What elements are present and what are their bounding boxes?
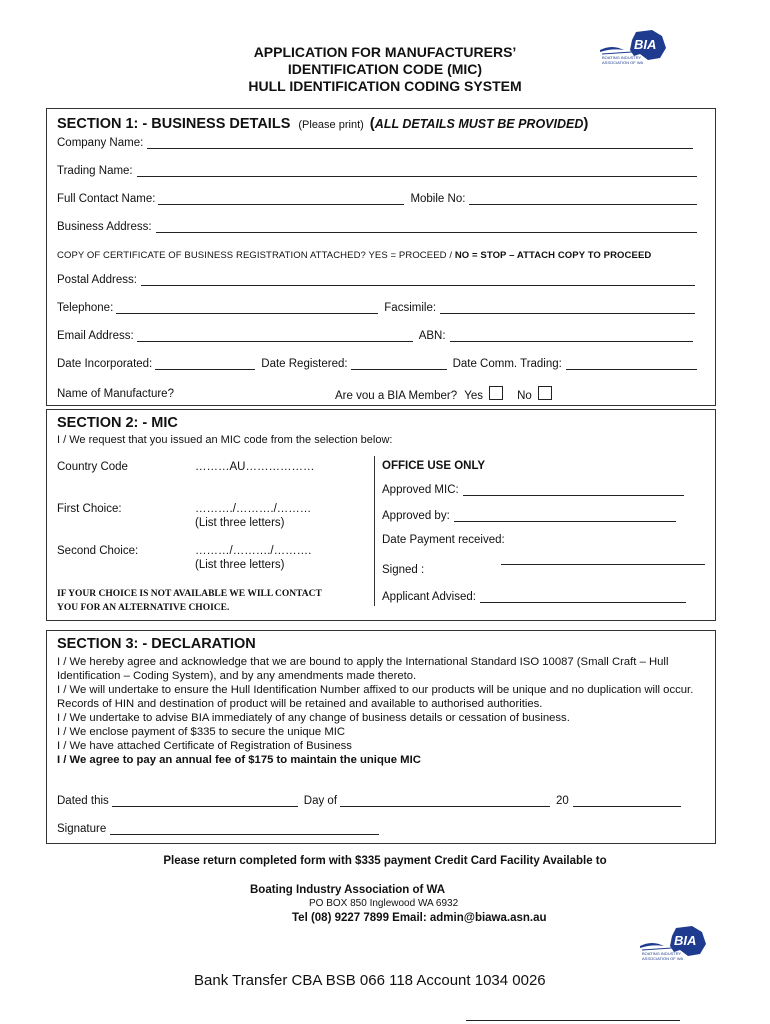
declaration-line: I / We hereby agree and acknowledge that we are bound to apply the International Standard ISO 10087 (Small Craft – Hull Identification – Coding System), and by any amendments made thereto. [57, 656, 669, 682]
trading-name-field[interactable] [57, 165, 701, 177]
date-registered-field[interactable] [351, 358, 447, 370]
date-comm-trading-field[interactable] [566, 358, 697, 370]
first-choice-label: First Choice: [57, 503, 122, 515]
office-use-title: OFFICE USE ONLY [382, 460, 486, 472]
dated-this-label: Dated this [57, 795, 109, 807]
facsimile-field[interactable] [440, 302, 695, 314]
contact-mobile-row [57, 193, 701, 205]
second-choice-field[interactable]: ………/………./………. [195, 545, 312, 557]
declaration-line: I / We have attached Certificate of Registration of Business [57, 740, 352, 752]
name-of-manufacture-label: Name of Manufacture? [57, 388, 174, 400]
dated-this-field[interactable] [112, 795, 298, 807]
year-prefix-label: 20 [556, 795, 569, 807]
form-title-line-2: IDENTIFICATION CODE (MIC) [287, 61, 483, 77]
first-choice-hint: (List three letters) [195, 517, 285, 529]
form-title-line-3: HULL IDENTIFICATION CODING SYSTEM [248, 78, 522, 94]
year-field[interactable] [573, 795, 681, 807]
email-address-field[interactable] [137, 330, 413, 342]
bia-member-question: Are vou a BIA Member? [335, 390, 458, 402]
svg-text:ASSOCIATION OF WA: ASSOCIATION OF WA [642, 956, 684, 961]
section-2-title: SECTION 2: - MIC [57, 415, 178, 431]
section-declaration [46, 630, 716, 844]
date-incorporated-field[interactable] [155, 358, 255, 370]
po-box: PO BOX 850 Inglewood WA 6932 [309, 898, 459, 909]
telephone-fax-row [57, 302, 699, 314]
mobile-no-label: Mobile No: [410, 193, 466, 205]
date-registered-label: Date Registered: [261, 358, 348, 370]
first-choice-field[interactable]: ………./………./……… [195, 503, 312, 515]
return-instructions: Please return completed form with $335 payment Credit Card Facility Available to [163, 855, 607, 867]
applicant-advised-label: Applicant Advised: [382, 591, 476, 603]
bia-member-yes-checkbox[interactable] [489, 386, 503, 400]
bia-map-logo-icon [592, 28, 676, 68]
svg-text:BOATING INDUSTRY: BOATING INDUSTRY [602, 55, 642, 60]
signed-label: Signed : [382, 564, 425, 576]
trading-name-label: Trading Name: [57, 165, 133, 177]
bottom-signature-line [466, 1020, 680, 1021]
date-comm-trading-label: Date Comm. Trading: [452, 358, 562, 370]
country-code-label: Country Code [57, 461, 128, 473]
day-of-label: Day of [303, 795, 338, 807]
certificate-note: COPY OF CERTIFICATE OF BUSINESS REGISTRATION ATTACHED? YES = PROCEED / NO = STOP – ATTACH COPY TO PROCEED [57, 250, 652, 261]
date-incorporated-label: Date Incorporated: [57, 358, 153, 370]
alternative-choice-note: IF YOUR CHOICE IS NOT AVAILABLE WE WILL CONTACT YOU FOR AN ALTERNATIVE CHOICE. [57, 589, 322, 613]
business-address-label: Business Address: [57, 221, 152, 233]
dates-row [57, 358, 701, 370]
approved-by-field[interactable] [382, 510, 680, 522]
full-contact-name-field[interactable] [158, 193, 404, 205]
day-of-field[interactable] [340, 795, 550, 807]
postal-address-field[interactable] [57, 274, 699, 286]
business-address-field[interactable] [57, 221, 701, 233]
section-3-title: SECTION 3: - DECLARATION [57, 636, 256, 652]
telephone-field[interactable] [116, 302, 378, 314]
approved-mic-field[interactable] [382, 484, 688, 496]
svg-text:BIA: BIA [674, 933, 697, 948]
form-title-line-1: APPLICATION FOR MANUFACTURERS’ [253, 44, 517, 60]
telephone-label: Telephone: [57, 302, 114, 314]
contact-details: Tel (08) 9227 7899 Email: admin@biawa.asn.au [292, 912, 547, 924]
company-name-label: Company Name: [57, 137, 144, 149]
declaration-fee-line: I / We agree to pay an annual fee of $175 to maintain the unique MIC [57, 754, 421, 766]
declaration-line: I / We undertake to advise BIA immediately of any change of business details or cessation of business. [57, 712, 570, 724]
bia-member-yes-label: Yes [464, 390, 484, 402]
mobile-no-field[interactable] [469, 193, 697, 205]
applicant-advised-field[interactable] [382, 591, 690, 603]
office-use-divider [374, 456, 375, 606]
svg-text:BIA: BIA [634, 37, 657, 52]
abn-field[interactable] [450, 330, 693, 342]
section-mic [46, 409, 716, 621]
postal-address-label: Postal Address: [57, 274, 137, 286]
second-choice-hint: (List three letters) [195, 559, 285, 571]
bia-member-no-checkbox[interactable] [538, 386, 552, 400]
declaration-text [57, 655, 697, 767]
signature-label: Signature [57, 823, 107, 835]
signature-field[interactable] [57, 823, 383, 835]
bank-transfer-details: Bank Transfer CBA BSB 066 118 Account 1034 0026 [194, 972, 546, 989]
declaration-line: I / We enclose payment of $335 to secure the unique MIC [57, 726, 346, 738]
approved-mic-label: Approved MIC: [382, 484, 459, 496]
dated-row [57, 795, 685, 807]
company-name-field[interactable] [57, 137, 697, 149]
date-payment-label: Date Payment received: [382, 534, 505, 546]
second-choice-label: Second Choice: [57, 545, 139, 557]
svg-text:BOATING INDUSTRY: BOATING INDUSTRY [642, 951, 682, 956]
bia-member-row [335, 386, 566, 402]
section-business-details [46, 108, 716, 406]
email-address-label: Email Address: [57, 330, 134, 342]
abn-label: ABN: [418, 330, 446, 342]
bia-map-logo-icon [632, 924, 716, 964]
date-payment-field[interactable] [501, 564, 705, 565]
bia-member-no-label: No [517, 390, 532, 402]
email-abn-row [57, 330, 697, 342]
org-name: Boating Industry Association of WA [250, 884, 446, 896]
facsimile-label: Facsimile: [384, 302, 437, 314]
country-code-value: ………AU……………… [195, 461, 315, 473]
section-1-title: SECTION 1: - BUSINESS DETAILS (Please print) (ALL DETAILS MUST BE PROVIDED) [57, 115, 589, 132]
approved-by-label: Approved by: [382, 510, 450, 522]
svg-text:ASSOCIATION OF WA: ASSOCIATION OF WA [602, 60, 644, 65]
full-contact-name-label: Full Contact Name: [57, 193, 156, 205]
mic-request-intro: I / We request that you issued an MIC code from the selection below: [57, 434, 393, 446]
declaration-line: I / We will undertake to ensure the Hull Identification Number affixed to our products will be unique and no duplication will occur. Records of HIN and destination of product will be retained and available to authorised authorities. [57, 684, 694, 710]
